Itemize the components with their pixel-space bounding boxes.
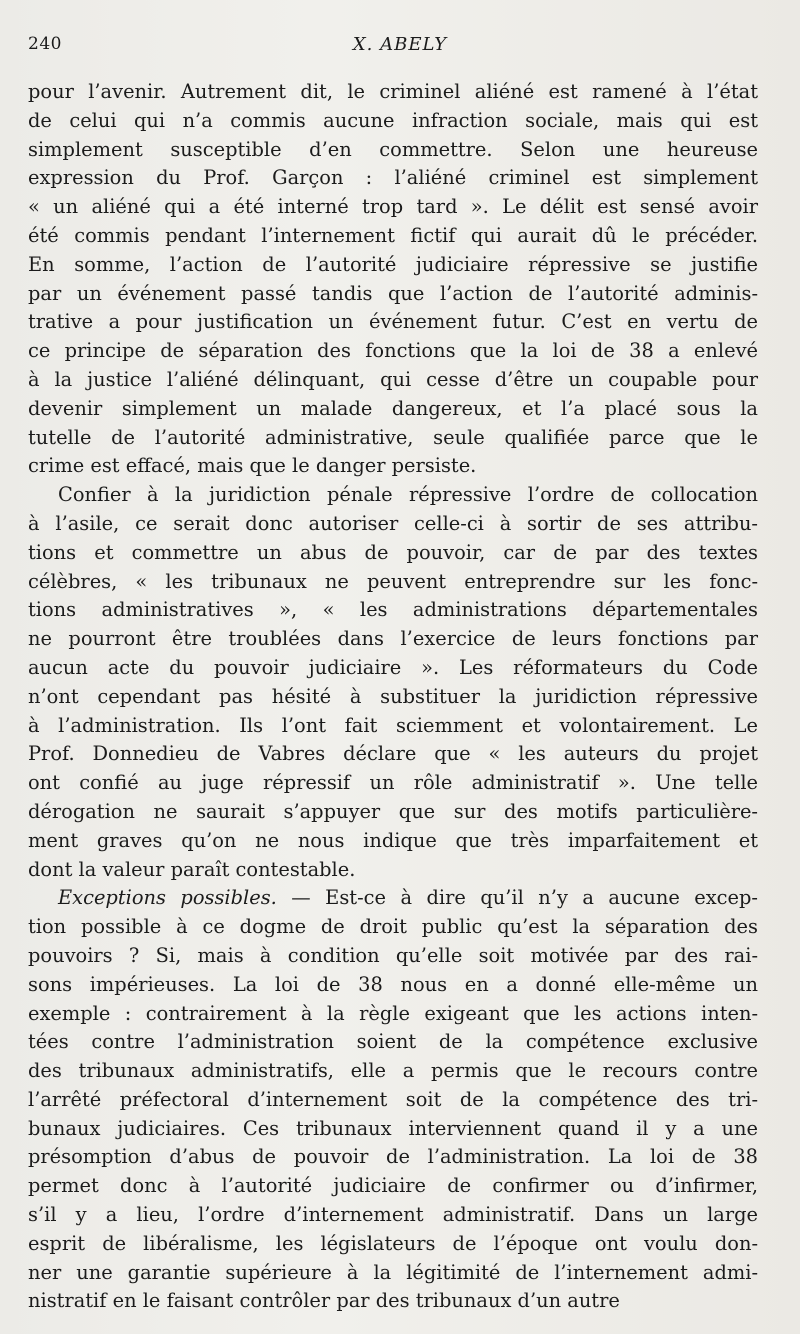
text-line: tutelle de l’autorité administrative, seule qualifiée parce que le [28,425,758,449]
text-line: ner une garantie supérieure à la légitimité de l’internement admi- [28,1260,758,1284]
text-line: des tribunaux administratifs, elle a permis que le recours contre [28,1059,758,1083]
text-line: Confier à la juridiction pénale répressive l’ordre de collocation [58,483,758,507]
text-line: à l’asile, ce serait donc autoriser celle-ci à sortir de ses attribu- [28,511,758,535]
body-text [28,78,758,1316]
text-line: nistratif en le faisant contrôler par des tribunaux d’un autre [28,1289,620,1313]
text-line: pour l’avenir. Autrement dit, le criminel aliéné est ramené à l’état [28,80,758,103]
text-line: Prof. Donnedieu de Vabres déclare que « les auteurs du projet [28,742,758,766]
text-line: ont confié au juge répressif un rôle administratif ». Une telle [28,771,758,795]
text-line: crime est effacé, mais que le danger persiste. [28,454,477,478]
text-line: esprit de libéralisme, les législateurs de l’époque ont voulu don- [28,1231,758,1255]
text-line: célèbres, « les tribunaux ne peuvent entreprendre sur les fonc- [28,569,758,593]
text-line: l’arrêté préfectoral d’internement soit de la compétence des tri- [28,1087,758,1111]
page-number: 240 [28,34,62,54]
text-line: tions administratives », « les administrations départementales [28,598,758,622]
text-line: dont la valeur paraît contestable. [28,857,356,881]
text-line: tions et commettre un abus de pouvoir, car de par des textes [28,540,758,564]
text-line: ne pourront être troublées dans l’exercice de leurs fonctions par [28,627,758,651]
text-line: tées contre l’administration soient de la compétence exclusive [28,1030,758,1054]
text-line: été commis pendant l’internement fictif qui aurait dû le précéder. [28,223,758,247]
text-line: exemple : contrairement à la règle exigeant que les actions inten- [28,1001,758,1025]
text-line: aucun acte du pouvoir judiciaire ». Les réformateurs du Code [28,655,758,679]
text-line: permet donc à l’autorité judiciaire de confirmer ou d’infirmer, [28,1174,758,1198]
text-line: à l’administration. Ils l’ont fait sciemment et volontairement. Le [28,713,758,737]
running-head: X. ABELY [352,34,448,55]
text-line: simplement susceptible d’en commettre. Selon une heureuse [28,137,758,161]
text-line: sons impérieuses. La loi de 38 nous en a donné elle-même un [28,972,758,996]
text-line: trative a pour justification un événement futur. C’est en vertu de [28,310,758,334]
text-line: de celui qui n’a commis aucune infraction sociale, mais qui est [28,108,758,132]
text-line: dérogation ne saurait s’appuyer que sur des motifs particulière- [28,799,758,823]
section-lead: Exceptions possibles. [58,886,277,910]
text-line: tion possible à ce dogme de droit public qu’est la séparation des [28,915,758,939]
text-line: n’ont cependant pas hésité à substituer la juridiction répressive [28,684,758,708]
paragraph [28,78,758,481]
text-line: à la justice l’aliéné délinquant, qui cesse d’être un coupable pour [28,367,758,391]
paragraph [28,884,758,1316]
paragraph [28,481,758,884]
text-line: devenir simplement un malade dangereux, et l’a placé sous la [28,396,758,420]
text-line: pouvoirs ? Si, mais à condition qu’elle soit motivée par des rai- [28,943,758,967]
text-line: En somme, l’action de l’autorité judiciaire répressive se justifie [28,252,758,276]
text-line: bunaux judiciaires. Ces tribunaux interviennent quand il y a une [28,1116,758,1140]
text-line: ment graves qu’on ne nous indique que très imparfaitement et [28,828,758,852]
text-line: s’il y a lieu, l’ordre d’internement administratif. Dans un large [28,1203,758,1227]
text-line: par un événement passé tandis que l’action de l’autorité adminis- [28,281,758,305]
text-line: présomption d’abus de pouvoir de l’administration. La loi de 38 [28,1145,758,1169]
text-line: « un aliéné qui a été interné trop tard ». Le délit est sensé avoir [28,195,758,219]
text-line: ce principe de séparation des fonctions que la loi de 38 a enlevé [28,339,758,363]
text-line: Exceptions possibles. — Est-ce à dire qu’il n’y a aucune excep- [58,886,758,910]
page-header [28,34,772,60]
text-line: expression du Prof. Garçon : l’aliéné criminel est simplement [28,166,758,190]
